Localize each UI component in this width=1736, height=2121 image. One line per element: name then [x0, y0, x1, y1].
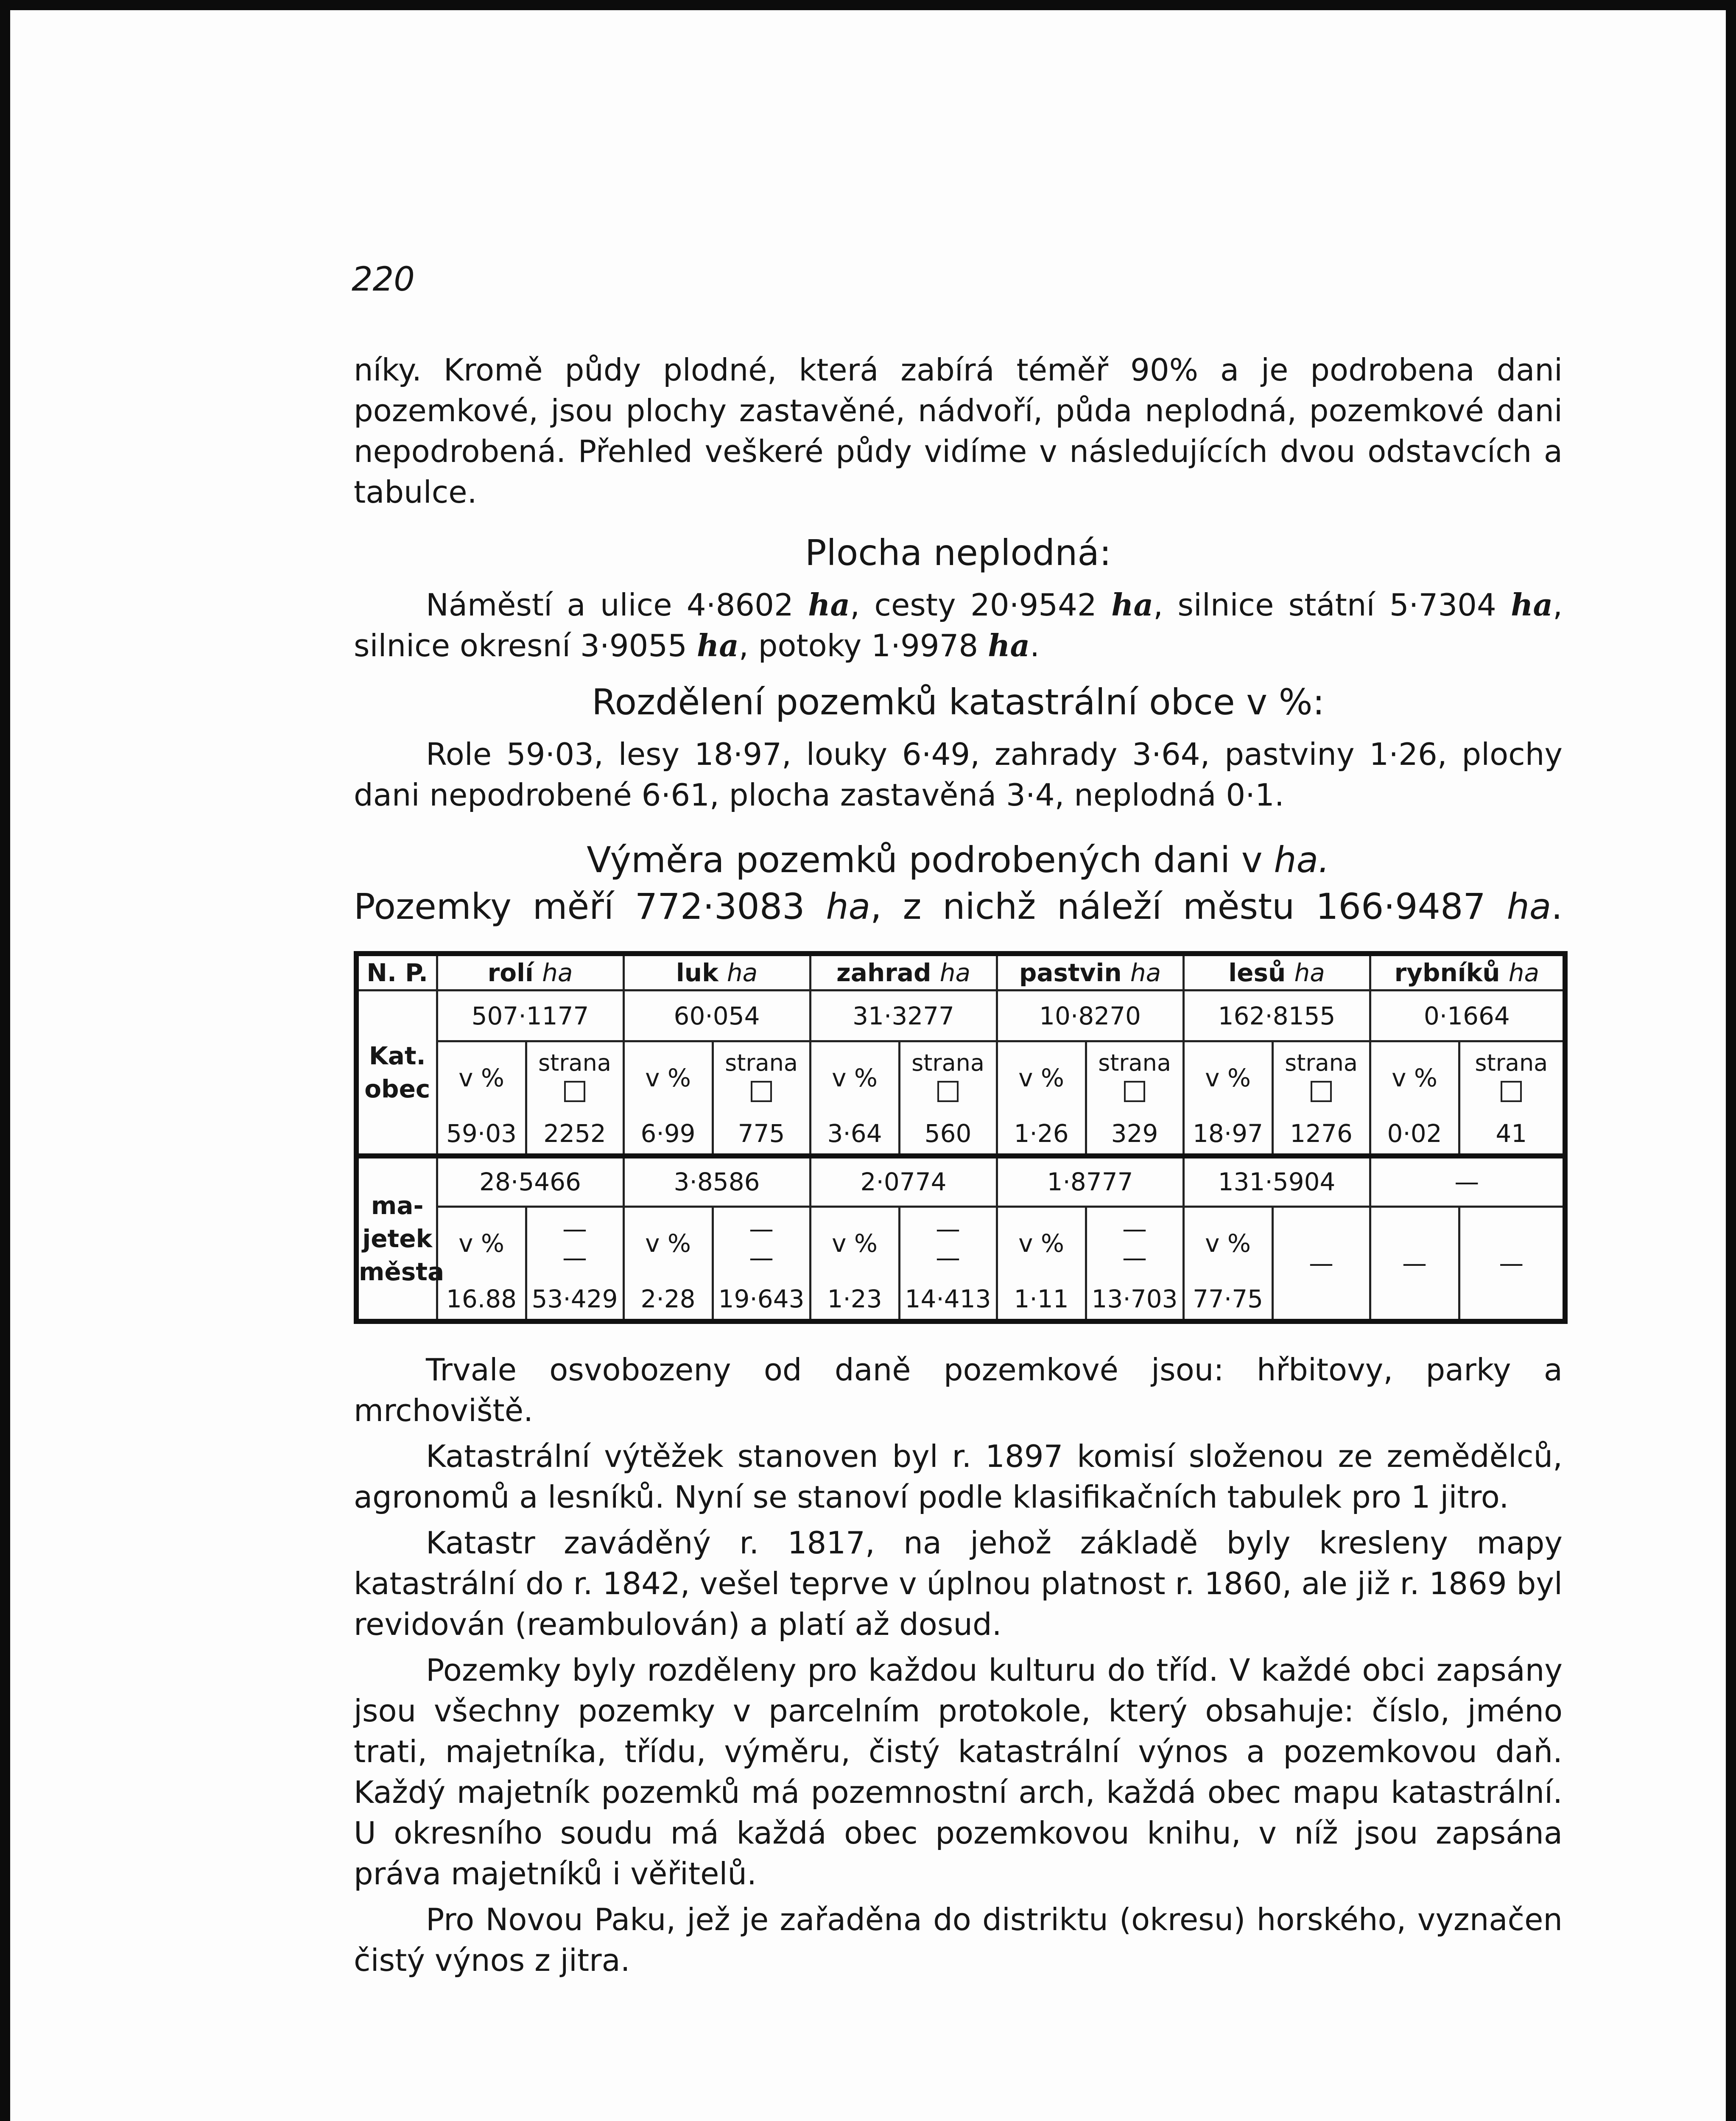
page-box-icon	[564, 1081, 585, 1102]
cell: strana	[1086, 1041, 1183, 1114]
col-header-pastvin: pastvin ha	[997, 954, 1183, 991]
cell: v %	[1183, 1207, 1272, 1279]
cell: 3·64	[810, 1114, 899, 1156]
cell: —	[1272, 1207, 1370, 1321]
cell: 1·26	[997, 1114, 1086, 1156]
cell: 507·1177	[437, 991, 623, 1041]
page-body	[354, 260, 1563, 1981]
page-box-icon	[1124, 1081, 1145, 1102]
cell: 2·0774	[810, 1156, 997, 1207]
paragraph-pozemky: Pozemky byly rozděleny pro každou kulturu do tříd. V každé obci zapsány jsou všechny pozemky v parcelním protokole, který obsahuje: číslo, jméno trati, majetníka, třídu, výměru, čistý katastrální výnos a pozemkovou daň. Každý majetník pozemků má pozemnostní arch, každá obec mapu katastrální. U okresního soudu má každá obec pozemkovou knihu, v níž jsou zapsána práva majetníků i věřitelů.	[354, 1652, 1563, 1892]
cell: 329	[1086, 1114, 1183, 1156]
cell: 6·99	[623, 1114, 713, 1156]
cell: 1·23	[810, 1279, 899, 1321]
cell: strana	[1272, 1041, 1370, 1114]
col-header-lesu: lesů ha	[1183, 954, 1370, 991]
cell: — —	[899, 1207, 997, 1279]
table-row	[356, 1041, 1565, 1114]
paragraph-nova-paka: Pro Novou Paku, jež je zařaděna do distriktu (okresu) horského, vyznačen čistý výnos z jitra.	[354, 1901, 1563, 1978]
cell: v %	[810, 1041, 899, 1114]
cell: strana	[713, 1041, 810, 1114]
cell: 77·75	[1183, 1279, 1272, 1321]
cell: 0·1664	[1370, 991, 1565, 1041]
cell: v %	[810, 1207, 899, 1279]
cell: — —	[1086, 1207, 1183, 1279]
page-box-icon	[1501, 1081, 1522, 1102]
cell: v %	[997, 1041, 1086, 1114]
cell: 162·8155	[1183, 991, 1370, 1041]
cell: 2·28	[623, 1279, 713, 1321]
cell: 1276	[1272, 1114, 1370, 1156]
cell: 775	[713, 1114, 810, 1156]
cell: strana	[899, 1041, 997, 1114]
row-label-majetek-mesta: ma- jetek města	[356, 1156, 437, 1321]
paragraph-katastr: Katastr zaváděný r. 1817, na jehož základě byly kresleny mapy katastrální do r. 1842, vešel teprve v úplnou platnost r. 1860, ale již r. 1869 byl revidován (reambulován) a platí až dosud.	[354, 1525, 1563, 1642]
cell: 41	[1459, 1114, 1565, 1156]
page-box-icon	[751, 1081, 772, 1102]
cell: v %	[623, 1041, 713, 1114]
cell: 19·643	[713, 1279, 810, 1321]
cell: v %	[623, 1207, 713, 1279]
table-row	[356, 991, 1565, 1041]
cell: 13·703	[1086, 1279, 1183, 1321]
heading-rozdeleni: Rozdělení pozemků katastrální obce v %:	[592, 681, 1325, 723]
vymera-line: Pozemky měří 772·3083 ha, z nichž náleží městu 166·9487 ha.	[354, 886, 1563, 927]
intro-paragraph: níky. Kromě půdy plodné, která zabírá téměř 90% a je podrobena dani pozemkové, jsou plochy zastavěné, nádvoří, půda neplodná, pozemkové dani nepodrobená. Přehled veškeré půdy vidíme v následujících dvou odstavcích a tabulce.	[354, 352, 1563, 510]
cell: v %	[1183, 1041, 1272, 1114]
cell: v %	[437, 1041, 526, 1114]
corner-cell: N. P.	[356, 954, 437, 991]
rozdeleni-paragraph: Role 59·03, lesy 18·97, louky 6·49, zahrady 3·64, pastviny 1·26, plochy dani nepodrobené 6·61, plocha zastavěná 3·4, neplodná 0·1.	[354, 736, 1563, 813]
table-header-row	[356, 954, 1565, 991]
cell: v %	[437, 1207, 526, 1279]
cell: 31·3277	[810, 991, 997, 1041]
cell: 560	[899, 1114, 997, 1156]
cell: 3·8586	[623, 1156, 810, 1207]
col-header-roli: rolí ha	[437, 954, 623, 991]
cell: 18·97	[1183, 1114, 1272, 1156]
cell: 59·03	[437, 1114, 526, 1156]
cell: — —	[713, 1207, 810, 1279]
page-box-icon	[1311, 1081, 1332, 1102]
cell: strana	[526, 1041, 623, 1114]
cell: —	[1370, 1207, 1459, 1321]
cell: 0·02	[1370, 1114, 1459, 1156]
cell: —	[1459, 1207, 1565, 1321]
cell: 28·5466	[437, 1156, 623, 1207]
cell: —	[1370, 1156, 1565, 1207]
heading-plocha-neplodna: Plocha neplodná:	[805, 532, 1112, 574]
cell: v %	[997, 1207, 1086, 1279]
row-label-kat-obec: Kat. obec	[356, 991, 437, 1156]
table-row	[356, 1156, 1565, 1207]
cell: v %	[1370, 1041, 1459, 1114]
table-row	[356, 1114, 1565, 1156]
page-box-icon	[937, 1081, 959, 1102]
col-header-zahrad: zahrad ha	[810, 954, 997, 991]
land-table	[354, 951, 1568, 1324]
table-row	[356, 1207, 1565, 1279]
heading-vymera: Výměra pozemků podrobených dani v ha.	[587, 839, 1330, 881]
paragraph-osvobozeni: Trvale osvobozeny od daně pozemkové jsou: hřbitovy, parky a mrchoviště.	[354, 1352, 1563, 1428]
page-number: 220	[352, 260, 415, 299]
cell: 53·429	[526, 1279, 623, 1321]
col-header-rybniku: rybníků ha	[1370, 954, 1565, 991]
cell: 10·8270	[997, 991, 1183, 1041]
paragraph-katastralni-vytezek: Katastrální výtěžek stanoven byl r. 1897 komisí složenou ze zemědělců, agronomů a lesníků. Nyní se stanoví podle klasifikačních tabulek pro 1 jitro.	[354, 1438, 1563, 1515]
col-header-luk: luk ha	[623, 954, 810, 991]
cell: 16.88	[437, 1279, 526, 1321]
cell: 2252	[526, 1114, 623, 1156]
neplodna-paragraph: Náměstí a ulice 4·8602 ha, cesty 20·9542 ha, silnice státní 5·7304 ha, silnice okresní 3·9055 ha, potoky 1·9978 ha.	[354, 587, 1563, 663]
cell: 131·5904	[1183, 1156, 1370, 1207]
cell: strana	[1459, 1041, 1565, 1114]
cell: 1·8777	[997, 1156, 1183, 1207]
cell: 1·11	[997, 1279, 1086, 1321]
cell: — —	[526, 1207, 623, 1279]
cell: 14·413	[899, 1279, 997, 1321]
cell: 60·054	[623, 991, 810, 1041]
